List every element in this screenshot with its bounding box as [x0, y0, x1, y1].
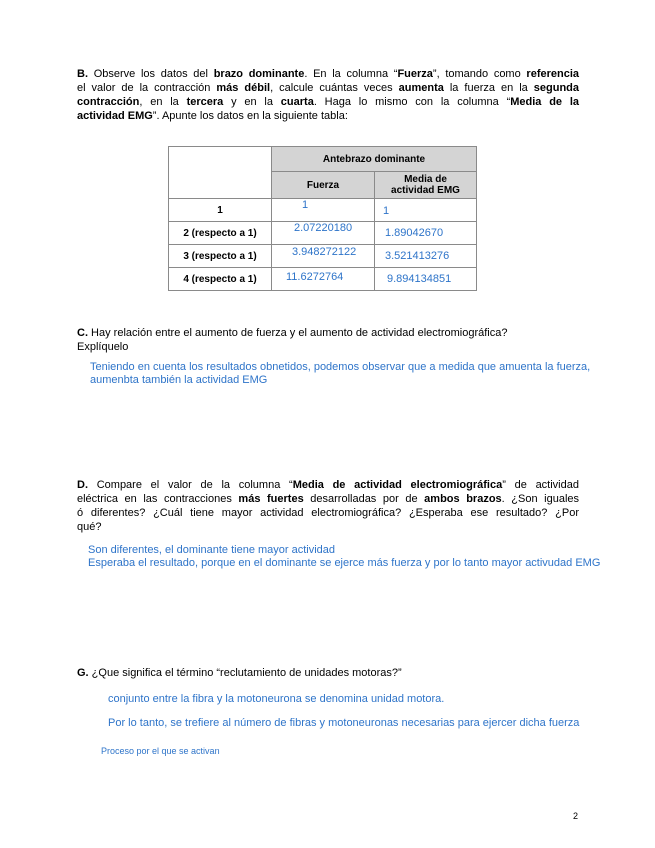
section-g-line-1 [77, 666, 579, 680]
section-d-question [77, 478, 579, 534]
fuerza-value[interactable]: 11.6272764 [272, 268, 375, 291]
section-c-letter: C. [77, 327, 88, 339]
section-d-line-4: qué? [77, 521, 102, 533]
row-label: 1 [169, 199, 272, 222]
text-run: desarrolladas por de [303, 493, 425, 505]
bold-run: más débil [216, 82, 271, 94]
text-run: el valor de la contracción [77, 82, 217, 94]
table-col-media-emg [375, 172, 477, 199]
bold-run: cuarta [280, 96, 314, 108]
text-run: , en la [139, 96, 187, 108]
text-run: y en la [223, 96, 281, 108]
emg-data-table [168, 146, 477, 291]
table-col-fuerza: Fuerza [272, 172, 375, 199]
fuerza-value[interactable]: 3.948272122 [272, 245, 375, 268]
emg-value[interactable]: 9.894134851 [375, 268, 477, 291]
bold-run: contracción [77, 96, 140, 108]
row-label: 3 (respecto a 1) [169, 245, 272, 268]
bold-run: referencia [526, 68, 580, 80]
answer-line: aumenbta también la actividad EMG [90, 374, 268, 386]
section-d-line-1 [77, 478, 579, 492]
text-run: , calcule cuántas veces [270, 82, 399, 94]
table-row [169, 268, 477, 291]
text-run: ” de actividad [502, 479, 579, 491]
bold-run: segunda [533, 82, 579, 94]
table-corner-cell [169, 147, 272, 199]
fuerza-value[interactable]: 2.07220180 [272, 222, 375, 245]
section-g-answer-1[interactable]: conjunto entre la fibra y la motoneurona se denomina unidad motora. [108, 693, 445, 705]
answer-line: Son diferentes, el dominante tiene mayor actividad [88, 544, 336, 556]
col-media-line-2: actividad EMG [391, 185, 460, 196]
section-c-line-2: Explíquelo [77, 341, 129, 353]
col-media-line-1: Media de [404, 174, 447, 185]
bold-run: ambos brazos [424, 493, 502, 505]
section-d-line-2 [77, 492, 579, 506]
section-b-question [77, 67, 579, 123]
text-run: Observe los datos del [88, 68, 214, 80]
table-row [169, 199, 477, 222]
text-run: ”. Apunte los datos en la siguiente tabla: [152, 110, 348, 122]
emg-value[interactable]: 1.89042670 [375, 222, 477, 245]
bold-run: Media de la [510, 96, 580, 108]
section-d-answer[interactable] [88, 544, 600, 570]
section-b-line-3 [77, 95, 579, 109]
section-g-answer-3[interactable]: Proceso por el que se activan [101, 746, 220, 756]
emg-value[interactable]: 3.521413276 [375, 245, 477, 268]
row-label: 2 (respecto a 1) [169, 222, 272, 245]
section-b-letter: B. [77, 68, 88, 80]
fuerza-value[interactable]: 1 [272, 199, 375, 222]
section-d-letter: D. [77, 479, 88, 491]
answer-line: Esperaba el resultado, porque en el dominante se ejerce más fuerza y por lo tanto mayor activudad EMG [88, 557, 601, 569]
text-run: . Haga lo mismo con la columna “ [313, 96, 511, 108]
text-run: ¿Que significa el término “reclutamiento de unidades motoras?” [88, 667, 402, 679]
page-number: 2 [573, 811, 579, 821]
section-g-question [77, 666, 579, 680]
table-row [169, 222, 477, 245]
section-d-line-3: ó diferentes? ¿Cuál tiene mayor actividad electromiográfica? ¿Esperaba ese resultado? ¿Por [77, 507, 579, 519]
row-label: 4 (respecto a 1) [169, 268, 272, 291]
bold-run: actividad EMG [77, 110, 153, 122]
section-g-letter: G. [77, 667, 89, 679]
table-group-header: Antebrazo dominante [272, 147, 477, 172]
section-g-answer-2[interactable]: Por lo tanto, se trefiere al número de fibras y motoneuronas necesarias para ejercer dicha fuerza [108, 717, 580, 729]
text-run: ”, tomando como [432, 68, 527, 80]
bold-run: Media de actividad electromiográfica [292, 479, 503, 491]
text-run: Hay relación entre el aumento de fuerza y el aumento de actividad electromiográfica? [88, 327, 508, 339]
bold-run: más fuertes [238, 493, 304, 505]
answer-line: Teniendo en cuenta los resultados obnetidos, podemos observar que a medida que amuenta la fuerza, [90, 361, 591, 373]
text-run: la fuerza en la [443, 82, 534, 94]
text-run: Compare el valor de la columna “ [88, 479, 293, 491]
emg-value[interactable]: 1 [375, 199, 477, 222]
text-run: . ¿Son iguales [501, 493, 580, 505]
bold-run: brazo dominante [213, 68, 305, 80]
section-b-line-2 [77, 81, 579, 95]
bold-run: tercera [186, 96, 224, 108]
section-b-line-1 [77, 67, 579, 81]
section-c-question [77, 326, 579, 354]
text-run: eléctrica en las contracciones [77, 493, 239, 505]
bold-run: aumenta [398, 82, 444, 94]
text-run: . En la columna “ [304, 68, 398, 80]
section-c-line-1 [77, 326, 579, 340]
table-row [169, 245, 477, 268]
bold-run: Fuerza [397, 68, 433, 80]
section-b-line-4 [77, 109, 579, 123]
section-c-answer[interactable] [90, 361, 590, 387]
